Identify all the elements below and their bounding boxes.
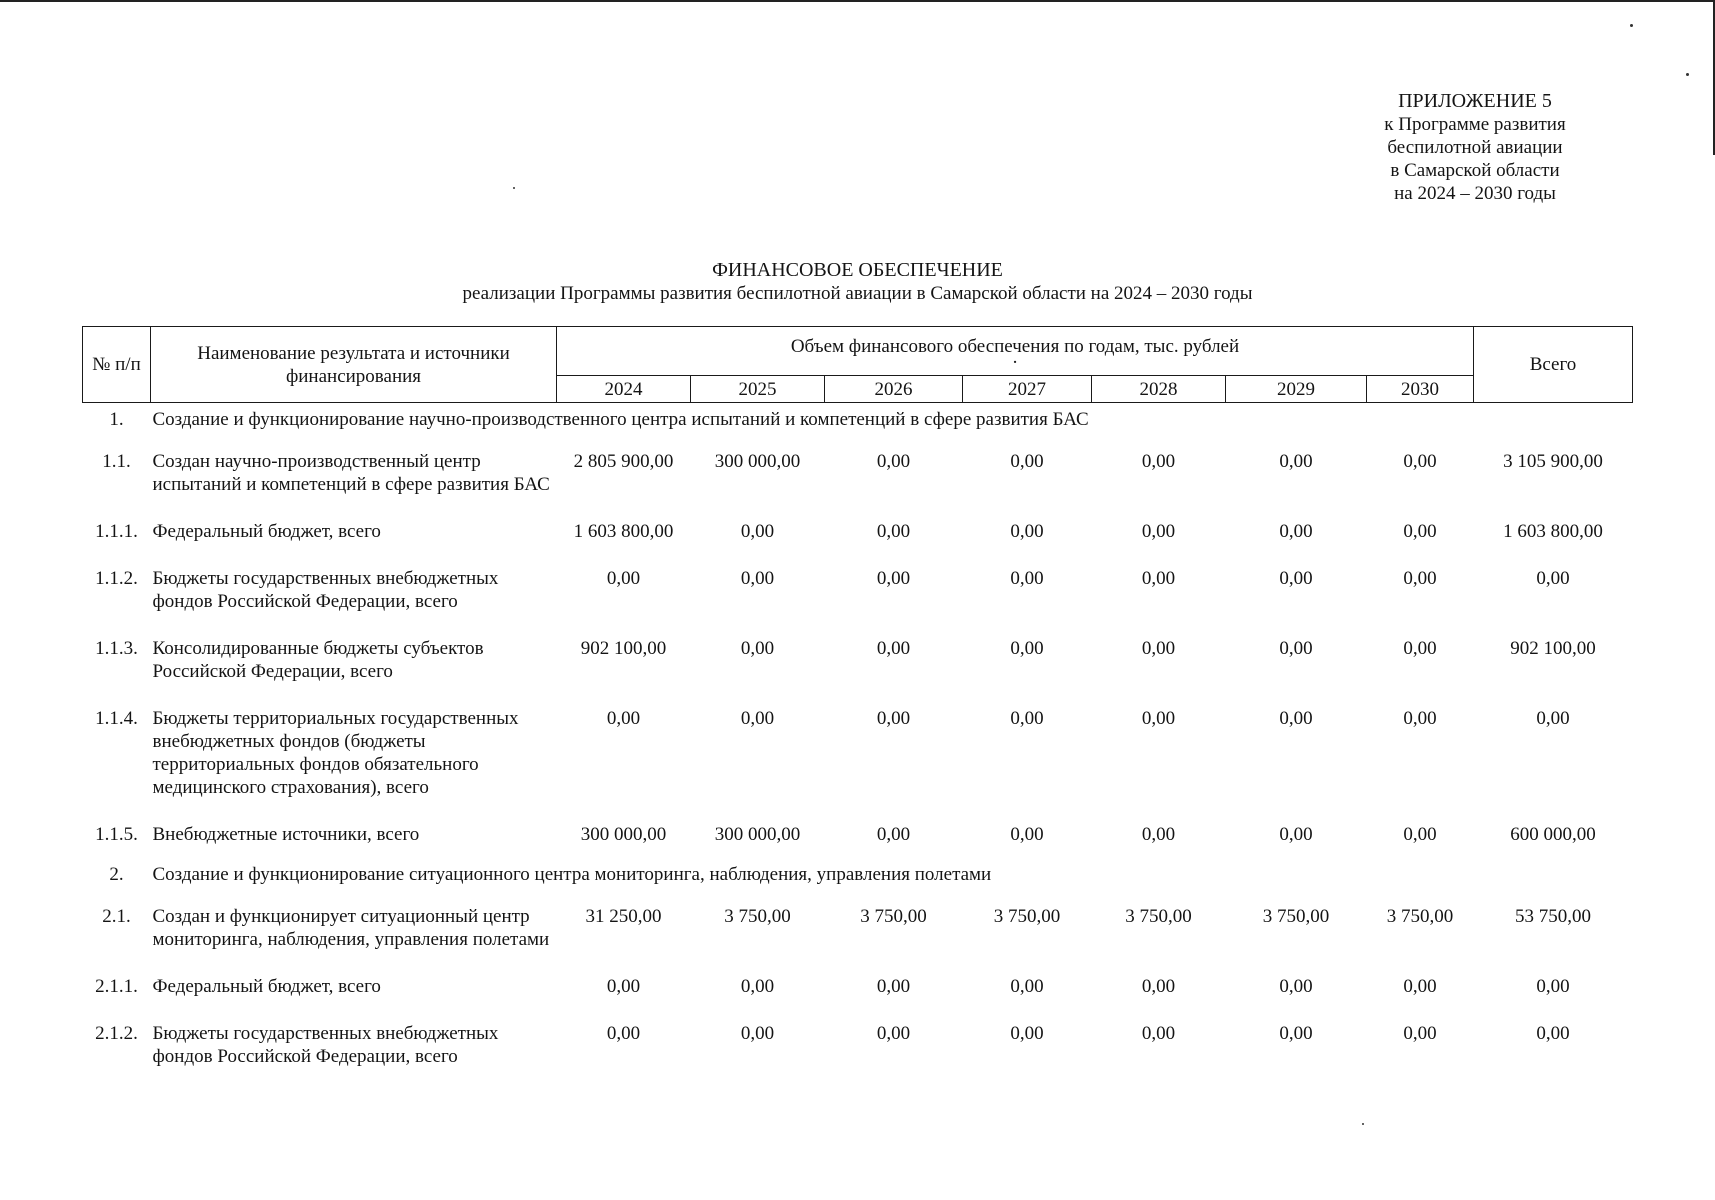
row-num: 2.1.1.: [95, 976, 138, 997]
header-year: 2026: [825, 376, 963, 403]
row-value: 0,00: [876, 824, 911, 845]
row-name: Федеральный бюджет, всего: [152, 976, 381, 997]
row-value: 0,00: [876, 1023, 911, 1044]
table-row: [83, 555, 1633, 625]
section-row: [83, 403, 1633, 439]
row-total: 3 105 900,00: [1503, 451, 1603, 472]
annex-line: в Самарской области: [1390, 160, 1560, 181]
row-total: 902 100,00: [1510, 638, 1596, 659]
row-name: Федеральный бюджет, всего: [152, 521, 381, 542]
header-year: 2027: [963, 376, 1092, 403]
header-year: 2029: [1226, 376, 1367, 403]
row-value: 0,00: [606, 976, 641, 997]
row-value: 0,00: [1279, 824, 1313, 845]
row-value: 902 100,00: [580, 638, 667, 659]
row-value: 0,00: [606, 568, 641, 589]
row-value: 0,00: [1141, 521, 1176, 542]
row-value: 31 250,00: [585, 906, 662, 927]
scan-edge-top: [0, 0, 1715, 2]
row-value: 3 750,00: [860, 906, 927, 927]
header-year: 2024: [557, 376, 691, 403]
row-value: 0,00: [1141, 638, 1176, 659]
table-row: [83, 963, 1633, 1010]
row-value: 0,00: [1010, 708, 1044, 729]
row-value: 2 805 900,00: [573, 451, 674, 472]
row-value: 0,00: [876, 451, 911, 472]
row-total: 1 603 800,00: [1503, 521, 1603, 542]
row-value: 0,00: [1403, 568, 1437, 589]
row-value: 0,00: [1279, 568, 1313, 589]
row-value: 0,00: [1403, 451, 1437, 472]
table-row: [83, 811, 1633, 858]
document-title: ФИНАНСОВОЕ ОБЕСПЕЧЕНИЕ: [712, 259, 1003, 281]
row-value: 0,00: [1141, 976, 1176, 997]
row-value: 0,00: [740, 976, 775, 997]
row-total: 600 000,00: [1510, 824, 1596, 845]
row-num: 1.1.: [102, 451, 131, 472]
scan-speck: [1630, 24, 1633, 27]
row-value: 0,00: [740, 568, 775, 589]
header-year: 2028: [1092, 376, 1226, 403]
row-value: 0,00: [1141, 1023, 1176, 1044]
row-value: 1 603 800,00: [573, 521, 674, 542]
row-value: 300 000,00: [714, 824, 801, 845]
row-value: 3 750,00: [993, 906, 1061, 927]
annex-line: на 2024 – 2030 годы: [1394, 183, 1556, 204]
row-name: Бюджеты государственных внебюджетных фондов Российской Федерации, всего: [152, 568, 499, 612]
row-total: 53 750,00: [1515, 906, 1591, 927]
row-num: 2.: [109, 864, 124, 885]
annex-block: [1360, 90, 1590, 205]
row-value: 0,00: [740, 708, 775, 729]
row-value: 0,00: [1141, 451, 1176, 472]
table-header-row: [83, 327, 1633, 376]
row-total: 0,00: [1536, 1023, 1570, 1044]
table-row: [83, 625, 1633, 695]
row-value: 0,00: [1010, 521, 1044, 542]
row-name: Внебюджетные источники, всего: [152, 824, 420, 845]
table-row: [83, 695, 1633, 811]
row-value: 0,00: [1010, 638, 1044, 659]
row-value: 0,00: [876, 521, 911, 542]
scan-speck: [1686, 73, 1689, 76]
row-value: 0,00: [1403, 824, 1437, 845]
header-volume: [557, 327, 1474, 376]
row-num: 1.1.4.: [95, 708, 138, 729]
table-row: [83, 893, 1633, 963]
header-total: Всего: [1474, 327, 1633, 403]
row-value: 300 000,00: [714, 451, 801, 472]
row-value: 0,00: [1141, 824, 1176, 845]
row-name: Создан и функционирует ситуационный центр мониторинга, наблюдения, управления полетами: [152, 906, 550, 950]
header-volume-label: Объем финансового обеспечения по годам, тыс. рублей: [790, 335, 1240, 357]
row-value: 0,00: [1279, 521, 1313, 542]
header-year: 2025: [691, 376, 825, 403]
row-value: 0,00: [876, 568, 911, 589]
row-num: 1.1.1.: [95, 521, 138, 542]
row-value: 0,00: [1279, 1023, 1313, 1044]
row-value: 0,00: [1403, 708, 1437, 729]
row-value: 0,00: [1010, 568, 1044, 589]
annex-title: ПРИЛОЖЕНИЕ 5: [1398, 90, 1552, 112]
row-total: 0,00: [1536, 708, 1570, 729]
row-value: 0,00: [1010, 451, 1044, 472]
row-value: 0,00: [1279, 976, 1313, 997]
row-value: 0,00: [1279, 708, 1313, 729]
row-name: Консолидированные бюджеты субъектов Российской Федерации, всего: [152, 638, 484, 682]
row-value: 0,00: [1403, 1023, 1437, 1044]
header-year: 2030: [1367, 376, 1474, 403]
row-num: 2.1.2.: [95, 1023, 138, 1044]
document-heading: [0, 258, 1715, 306]
header-name: Наименование результата и источники финансирования: [151, 327, 557, 403]
row-value: 0,00: [876, 638, 911, 659]
row-value: 3 750,00: [1386, 906, 1454, 927]
table-row: [83, 438, 1633, 508]
table-row: [83, 1010, 1633, 1080]
row-name: Создан научно-производственный центр испытаний и компетенций в сфере развития БАС: [152, 451, 550, 495]
row-value: 3 750,00: [1125, 906, 1192, 927]
row-value: 0,00: [606, 708, 641, 729]
row-value: 3 750,00: [724, 906, 791, 927]
row-num: 2.1.: [102, 906, 131, 927]
row-value: 0,00: [1403, 976, 1437, 997]
header-num: № п/п: [83, 327, 151, 403]
row-value: 0,00: [740, 638, 775, 659]
table-row: [83, 508, 1633, 555]
row-value: 0,00: [1279, 451, 1313, 472]
row-value: 0,00: [740, 521, 775, 542]
section-row: [83, 858, 1633, 893]
row-value: 0,00: [876, 976, 911, 997]
row-value: 0,00: [1010, 976, 1044, 997]
document-subtitle: реализации Программы развития беспилотной авиации в Самарской области на 2024 – 2030 годы: [462, 283, 1253, 304]
row-num: 1.: [109, 409, 124, 430]
row-value: 0,00: [740, 1023, 775, 1044]
row-value: 0,00: [1141, 708, 1176, 729]
row-name: Бюджеты территориальных государственных внебюджетных фондов (бюджеты территориальных фондов обязательного медицинского страхования), всего: [152, 708, 519, 798]
scan-speck: [513, 187, 515, 189]
financing-table: [82, 326, 1633, 1080]
row-num: 1.1.5.: [95, 824, 138, 845]
row-value: 300 000,00: [580, 824, 667, 845]
section-title: Создание и функционирование ситуационного центра мониторинга, наблюдения, управления полетами: [152, 864, 992, 885]
row-total: 0,00: [1536, 976, 1570, 997]
row-value: 0,00: [1010, 1023, 1044, 1044]
row-value: 0,00: [1141, 568, 1176, 589]
row-value: 0,00: [1010, 824, 1044, 845]
scan-speck: ·: [1011, 351, 1019, 373]
row-value: 0,00: [606, 1023, 641, 1044]
scan-speck: [1362, 1123, 1364, 1125]
annex-line: к Программе развития: [1384, 114, 1566, 135]
row-value: 3 750,00: [1262, 906, 1330, 927]
row-name: Бюджеты государственных внебюджетных фондов Российской Федерации, всего: [152, 1023, 499, 1067]
row-value: 0,00: [1403, 638, 1437, 659]
row-total: 0,00: [1536, 568, 1570, 589]
row-value: 0,00: [1279, 638, 1313, 659]
row-num: 1.1.3.: [95, 638, 138, 659]
row-value: 0,00: [876, 708, 911, 729]
row-num: 1.1.2.: [95, 568, 138, 589]
row-value: 0,00: [1403, 521, 1437, 542]
annex-line: беспилотной авиации: [1387, 137, 1563, 158]
section-title: Создание и функционирование научно-производственного центра испытаний и компетенций в сфере развития БАС: [152, 409, 1089, 430]
